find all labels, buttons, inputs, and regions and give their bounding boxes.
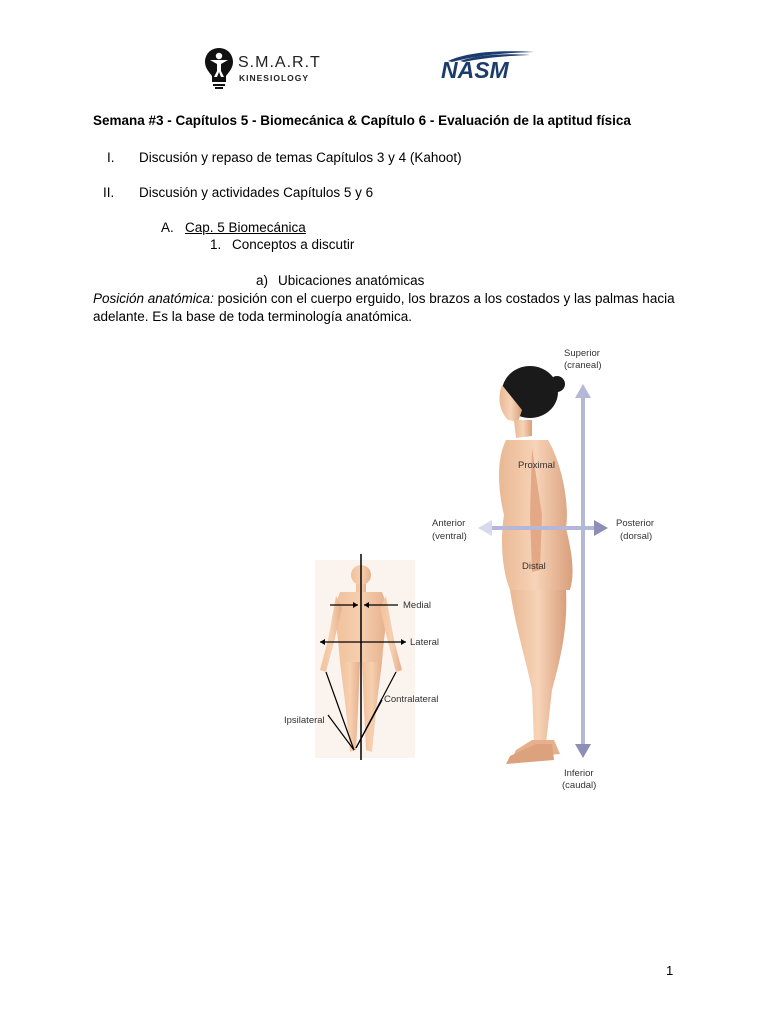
page-number: 1 bbox=[666, 963, 674, 978]
label-superior: Superior bbox=[564, 348, 600, 359]
list-marker: I. bbox=[107, 150, 115, 165]
numbered-text: Conceptos a discutir bbox=[232, 237, 355, 252]
anatomical-position-figure bbox=[270, 340, 655, 805]
nasm-logo bbox=[438, 50, 542, 82]
definition-text: posición con el cuerpo erguido, los brazos a los costados y las palmas hacia adelante. Es la base de toda terminología anatómica. bbox=[93, 291, 675, 324]
lettered-marker: a) bbox=[256, 273, 269, 288]
nasm-logo-name: NASM bbox=[441, 57, 509, 83]
label-superior-sub: (craneal) bbox=[564, 360, 602, 371]
label-medial: Medial bbox=[403, 600, 431, 611]
smart-logo-subtitle: KINESIOLOGY bbox=[239, 73, 310, 83]
numbered-item bbox=[210, 237, 510, 255]
label-lateral: Lateral bbox=[410, 637, 440, 648]
label-anterior-sub: (ventral) bbox=[432, 531, 467, 542]
label-anterior: Anterior bbox=[432, 518, 466, 529]
label-contralateral: Contralateral bbox=[384, 694, 439, 705]
list-item-text: Discusión y repaso de temas Capítulos 3 y 4 (Kahoot) bbox=[139, 150, 462, 165]
label-proximal: Proximal bbox=[518, 460, 555, 471]
list-item-text: Discusión y actividades Capítulos 5 y 6 bbox=[139, 185, 374, 200]
document-title: Semana #3 - Capítulos 5 - Biomecánica & Capítulo 6 - Evaluación de la aptitud física bbox=[93, 113, 631, 128]
label-posterior-sub: (dorsal) bbox=[620, 531, 653, 542]
label-ipsilateral: Ipsilateral bbox=[284, 715, 325, 726]
subsection-item bbox=[161, 220, 461, 238]
smart-logo-name: S.M.A.R.T bbox=[238, 54, 321, 71]
definition-paragraph bbox=[93, 290, 683, 326]
list-marker: II. bbox=[103, 185, 115, 200]
label-inferior-sub: (caudal) bbox=[562, 780, 597, 791]
lightbulb-person-icon bbox=[204, 46, 234, 90]
lettered-item bbox=[256, 273, 556, 291]
lettered-text: Ubicaciones anatómicas bbox=[278, 273, 425, 288]
anatomical-position-illustration bbox=[270, 340, 655, 800]
list-item bbox=[93, 150, 593, 168]
definition-term: Posición anatómica: bbox=[93, 291, 214, 306]
back-view-body bbox=[315, 554, 415, 760]
label-inferior: Inferior bbox=[564, 768, 594, 779]
list-item bbox=[93, 185, 593, 203]
numbered-marker: 1. bbox=[210, 237, 222, 252]
subsection-title: Cap. 5 Biomecánica bbox=[185, 220, 306, 235]
subsection-marker: A. bbox=[161, 220, 174, 235]
label-distal: Distal bbox=[522, 561, 546, 572]
smart-kinesiology-logo bbox=[204, 46, 324, 92]
label-posterior: Posterior bbox=[616, 518, 655, 529]
